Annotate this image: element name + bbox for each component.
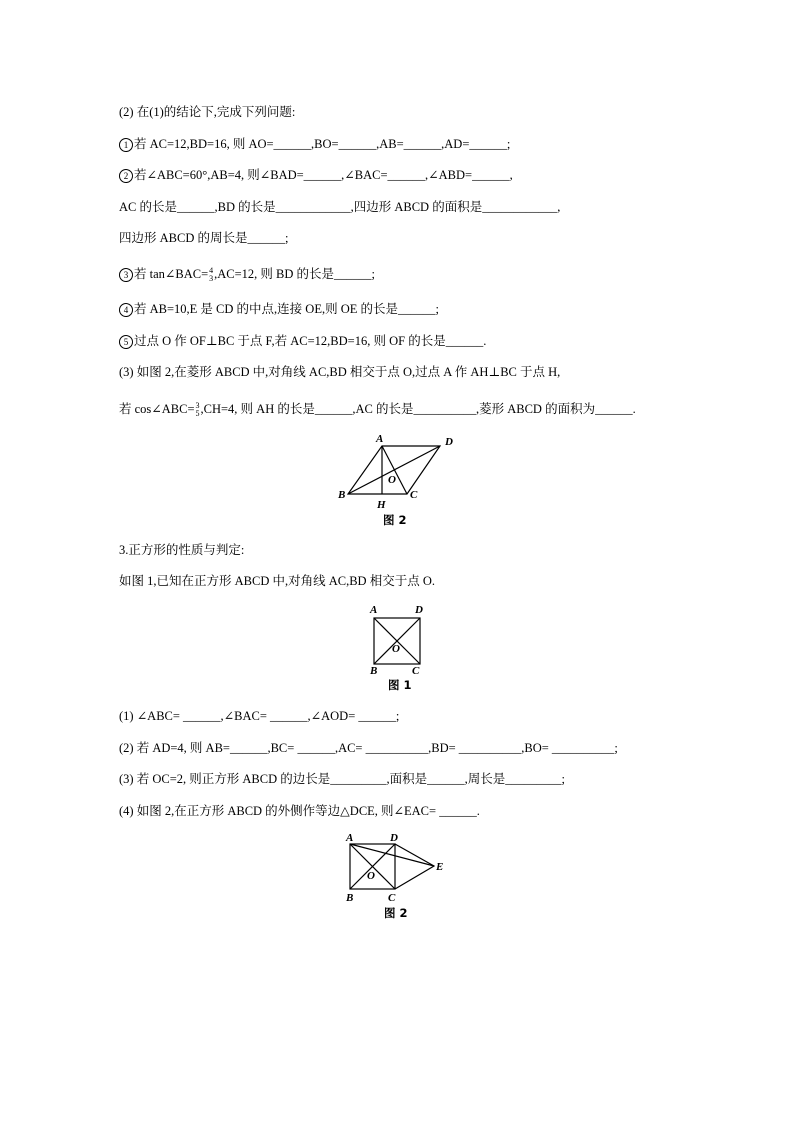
- fraction-denominator: 5: [195, 409, 200, 419]
- question-1: [119, 136, 510, 152]
- label-c: C: [412, 665, 420, 676]
- question-3-3: (3) 若 OC=2, 则正方形 ABCD 的边长是_________,面积是______,周长是_________;: [119, 772, 565, 786]
- question-text-post: ,AC=12, 则 BD 的长是______;: [214, 267, 376, 281]
- question-2: [119, 167, 513, 183]
- question-3: [119, 266, 375, 283]
- fraction-denominator: 3: [209, 274, 214, 284]
- label-b: B: [370, 665, 378, 676]
- label-c: C: [410, 489, 418, 501]
- label-d: D: [415, 604, 423, 616]
- fraction: [209, 267, 213, 283]
- rhombus-figure: [330, 428, 465, 513]
- label-e: E: [436, 861, 444, 873]
- question-text-pre: 若 tan∠BAC=: [134, 267, 209, 281]
- fraction-numerator: 4: [209, 266, 214, 276]
- label-o: O: [367, 870, 375, 882]
- part-3-line-2: [119, 401, 636, 418]
- fraction: [196, 402, 200, 418]
- label-o: O: [388, 474, 396, 486]
- circled-number: 3: [119, 268, 133, 282]
- section-3-intro: 如图 1,已知在正方形 ABCD 中,对角线 AC,BD 相交于点 O.: [119, 574, 435, 588]
- circled-number: 4: [119, 303, 133, 317]
- circled-number: 5: [119, 335, 133, 349]
- figure-caption: 图 2: [383, 513, 407, 527]
- section2-intro: (2) 在(1)的结论下,完成下列问题:: [119, 105, 296, 119]
- label-a: A: [376, 433, 384, 445]
- label-d: D: [445, 436, 453, 448]
- fraction-numerator: 3: [195, 401, 200, 411]
- question-5: [119, 333, 486, 349]
- question-text: 过点 O 作 OF⊥BC 于点 F,若 AC=12,BD=16, 则 OF 的长是______.: [134, 334, 487, 348]
- circled-number: 2: [119, 169, 133, 183]
- figure-2-caption: 图 2: [384, 906, 408, 920]
- label-o: O: [392, 643, 400, 655]
- question-text: 若 AB=10,E 是 CD 的中点,连接 OE,则 OE 的长是______;: [134, 302, 439, 316]
- question-3-4: (4) 如图 2,在正方形 ABCD 的外侧作等边△DCE, 则∠EAC= ______.: [119, 804, 480, 818]
- label-b: B: [346, 892, 354, 904]
- part-3-line-1: (3) 如图 2,在菱形 ABCD 中,对角线 AC,BD 相交于点 O,过点 A 作 AH⊥BC 于点 H,: [119, 365, 561, 379]
- label-a: A: [346, 832, 354, 844]
- part-3-text-pre: 若 cos∠ABC=: [119, 402, 195, 416]
- square-triangle-figure-2: [340, 828, 452, 906]
- question-2-line-3: 四边形 ABCD 的周长是______;: [119, 231, 289, 245]
- question-4: [119, 301, 439, 317]
- circled-number: 1: [119, 138, 133, 152]
- label-b: B: [338, 489, 346, 501]
- question-text: 若 AC=12,BD=16, 则 AO=______,BO=______,AB=______,AD=______;: [134, 137, 511, 151]
- label-a: A: [370, 604, 378, 616]
- question-3-1: (1) ∠ABC= ______,∠BAC= ______,∠AOD= ______;: [119, 709, 400, 723]
- part-3-text-post: ,CH=4, 则 AH 的长是______,AC 的长是__________,菱形 ABCD 的面积为______.: [200, 402, 636, 416]
- question-text: 若∠ABC=60°,AB=4, 则∠BAD=______,∠BAC=______,∠ABD=______,: [134, 168, 513, 182]
- question-3-2: (2) 若 AD=4, 则 AB=______,BC= ______,AC= __________,BD= __________,BO= __________;: [119, 741, 618, 755]
- equilateral-triangle: [395, 844, 434, 889]
- label-c: C: [388, 892, 396, 904]
- section-3-heading: 3.正方形的性质与判定:: [119, 543, 245, 557]
- square-figure-1: [362, 600, 432, 676]
- diagonal-bd: [348, 446, 440, 494]
- label-h: H: [377, 499, 386, 511]
- question-2-line-2: AC 的长是______,BD 的长是____________,四边形 ABCD 的面积是____________,: [119, 200, 561, 214]
- label-d: D: [390, 832, 398, 844]
- figure-1-caption: 图 1: [388, 678, 412, 692]
